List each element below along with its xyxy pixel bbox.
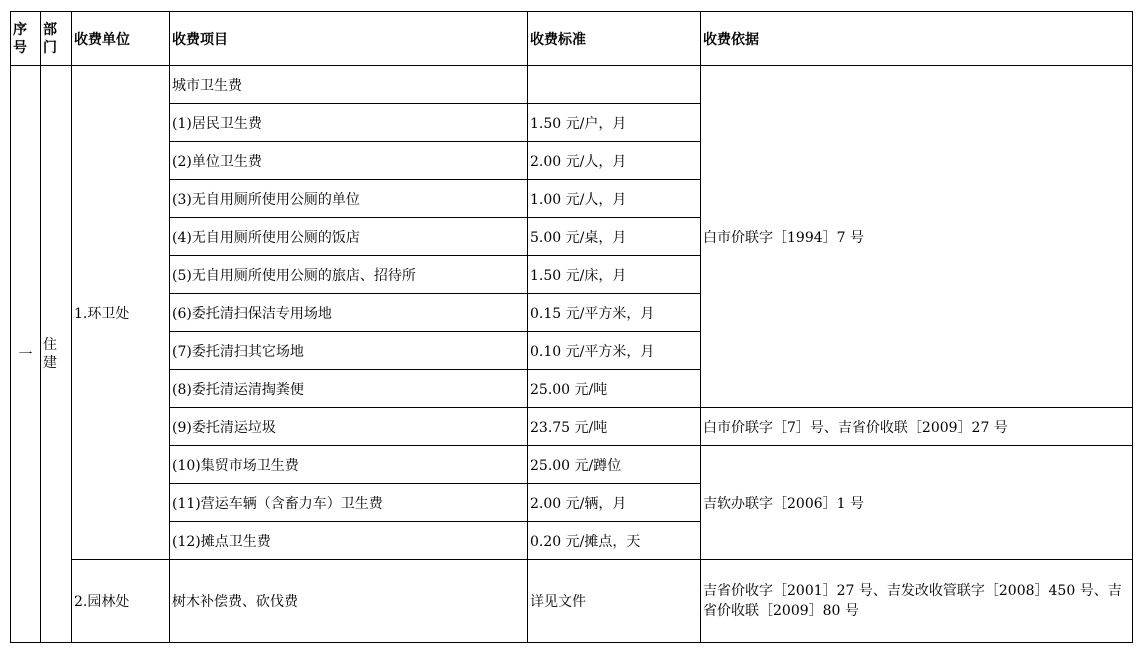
item-cell: 树木补偿费、砍伐费 [170,560,528,643]
item-cell: (7)委托清扫其它场地 [170,332,528,370]
header-dept [41,12,72,66]
standard-cell: 详见文件 [528,560,701,643]
item-cell: (5)无自用厕所使用公厕的旅店、招待所 [170,256,528,294]
unit-cell-2: 2.园林处 [72,560,170,643]
standard-cell: 0.15 元/平方米，月 [528,294,701,332]
basis-cell-4: 吉省价收字［2001］27 号、吉发改收管联字［2008］450 号、吉省价收联［2009］80 号 [701,560,1133,643]
item-cell: (6)委托清扫保洁专用场地 [170,294,528,332]
item-cell: (11)营运车辆（含畜力车）卫生费 [170,484,528,522]
standard-cell: 0.10 元/平方米，月 [528,332,701,370]
item-cell: (3)无自用厕所使用公厕的单位 [170,180,528,218]
dept-char-1: 住 [43,337,57,353]
dept-char-2: 建 [43,355,57,371]
standard-cell: 1.00 元/人，月 [528,180,701,218]
table-row [11,408,1133,446]
header-seq [11,12,41,66]
standard-cell: 25.00 元/蹲位 [528,446,701,484]
standard-cell: 0.20 元/摊点，天 [528,522,701,560]
header-dept-char-1: 部 [43,21,57,38]
header-seq-char-2: 号 [13,39,27,56]
standard-cell: 1.50 元/床，月 [528,256,701,294]
header-row [11,12,1133,66]
basis-cell-2: 白市价联字［7］号、吉省价收联［2009］27 号 [701,408,1133,446]
header-standard: 收费标准 [528,12,701,66]
item-cell: (9)委托清运垃圾 [170,408,528,446]
item-cell: (10)集贸市场卫生费 [170,446,528,484]
item-cell: 城市卫生费 [170,66,528,104]
basis-cell-3: 吉软办联字［2006］1 号 [701,446,1133,560]
item-cell: (8)委托清运清掏粪便 [170,370,528,408]
seq-cell: 一 [11,66,41,643]
standard-cell: 5.00 元/桌，月 [528,218,701,256]
item-cell: (1)居民卫生费 [170,104,528,142]
item-cell: (2)单位卫生费 [170,142,528,180]
standard-cell: 23.75 元/吨 [528,408,701,446]
standard-cell: 1.50 元/户，月 [528,104,701,142]
header-item: 收费项目 [170,12,528,66]
standard-cell: 25.00 元/吨 [528,370,701,408]
item-cell: (12)摊点卫生费 [170,522,528,560]
standard-cell [528,66,701,104]
basis-cell-1: 白市价联字［1994］7 号 [701,66,1133,408]
table-row [11,560,1133,643]
header-dept-char-2: 门 [43,39,57,56]
header-unit: 收费单位 [72,12,170,66]
standard-cell: 2.00 元/辆，月 [528,484,701,522]
standard-cell: 2.00 元/人，月 [528,142,701,180]
item-cell: (4)无自用厕所使用公厕的饭店 [170,218,528,256]
header-seq-char-1: 序 [13,21,27,38]
fee-table [10,11,1133,643]
dept-cell [41,66,72,643]
table-row [11,446,1133,484]
unit-cell-1: 1.环卫处 [72,66,170,560]
table-row [11,66,1133,104]
header-basis: 收费依据 [701,12,1133,66]
